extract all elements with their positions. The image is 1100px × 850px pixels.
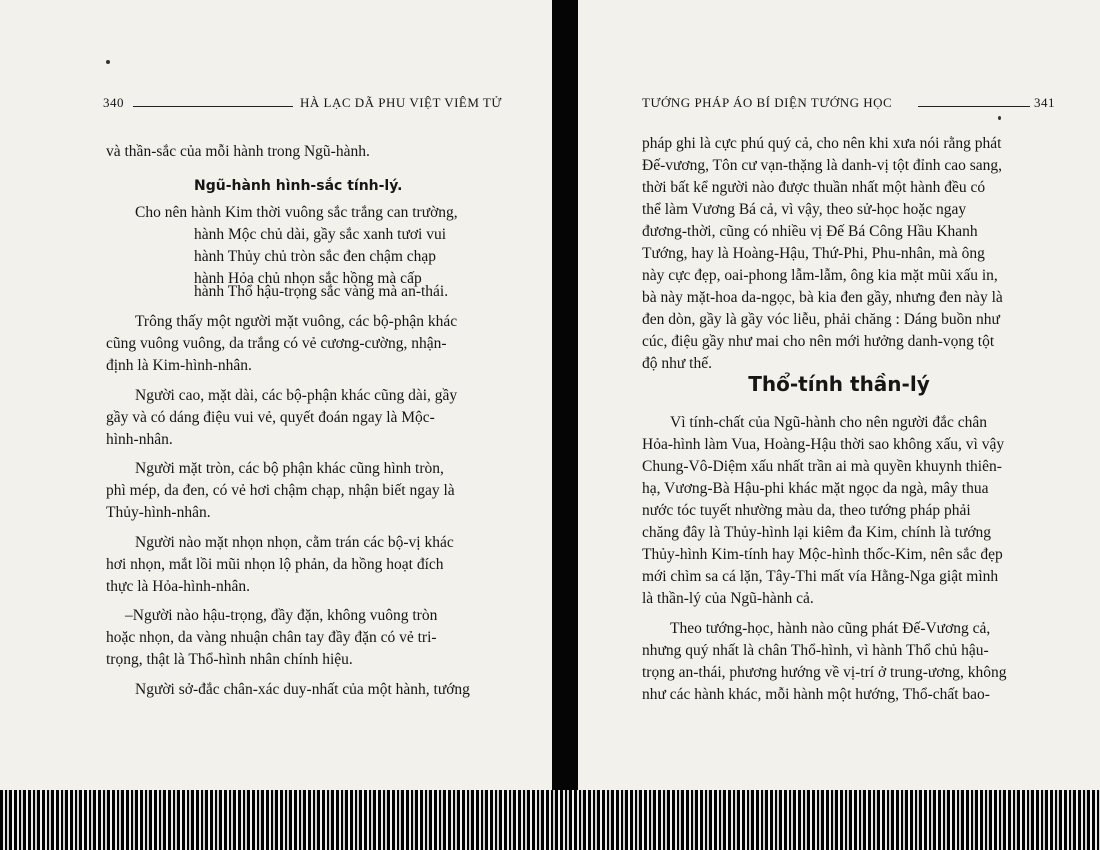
text-line: cũng vuông vuông, da trắng có vẻ cương-cường, nhận- xyxy=(106,335,447,352)
text-line: gầy và có dáng điệu vui vẻ, quyết đoán ngay là Mộc- xyxy=(106,409,435,426)
left-running-header: HÀ LẠC DÃ PHU VIỆT VIÊM TỬ xyxy=(300,95,502,110)
text-line: hoặc nhọn, da vàng nhuận chân tay đầy đặn có vẻ tri- xyxy=(106,629,437,646)
text-line: Trông thấy một người mặt vuông, các bộ-phận khác xyxy=(135,313,458,330)
text-line: thời bất kể người nào được thuần nhất một hành đều có xyxy=(642,179,986,196)
speck-mark xyxy=(998,116,1001,120)
verse-line: hành Thủy chủ tròn sắc đen chậm chạp xyxy=(194,248,437,265)
text-line: Theo tướng-học, hành nào cũng phát Đế-Vương cả, xyxy=(670,620,991,637)
section-heading: Thổ-tính thần-lý xyxy=(748,372,930,396)
text-line: –Người nào hậu-trọng, đầy đặn, không vuông tròn xyxy=(125,607,438,624)
subheading: Ngũ-hành hình-sắc tính-lý. xyxy=(194,178,403,194)
text-line: hạ, Vương-Bà Hậu-phi khác mặt ngọc da ngà, mây thua xyxy=(642,480,989,497)
text-line: như các hành khác, mỗi hành một hướng, Thổ-chất bao- xyxy=(642,686,990,703)
text-line: Thủy-hình-nhân. xyxy=(106,504,211,521)
text-line: Người sở-đắc chân-xác duy-nhất của một hành, tướng xyxy=(135,681,470,698)
text-line: phì mép, da đen, có vẻ hơi chậm chạp, nhận biết ngay là xyxy=(106,482,455,499)
text-line: đen dòn, gầy là gầy vóc liễu, phải chăng : Dáng buồn như xyxy=(642,311,1000,328)
text-line: Thủy-hình Kim-tính hay Mộc-hình thốc-Kim, nên sắc đẹp xyxy=(642,546,1003,563)
text-line: Vì tính-chất của Ngũ-hành cho nên người đắc chân xyxy=(670,414,988,431)
text-line: chăng đây là Thủy-hình lại kiêm đa Kim, chính là tướng xyxy=(642,524,992,541)
text-line: cúc, điệu gầy như mai cho nên mới hưởng danh-vọng tột xyxy=(642,333,995,350)
right-page xyxy=(578,0,1100,790)
text-line: thể làm Vương Bá cả, vì vậy, theo sử-học hoặc ngay xyxy=(642,201,967,218)
speck-mark xyxy=(106,60,110,64)
text-line: này cực đẹp, oai-phong lẫm-lẫm, ông kia mặt mũi xấu in, xyxy=(642,267,998,284)
text-line: bà này mặt-hoa da-ngọc, bà kia đen gầy, nhưng đen này là xyxy=(642,289,1003,306)
text-line: Chung-Vô-Diệm xấu nhất trần ai mà quyền khuynh thiên- xyxy=(642,458,1002,475)
text-line: nhưng quý nhất là chân Thổ-hình, vì hành Thổ chủ hậu- xyxy=(642,642,989,659)
verse-line: hành Mộc chủ dài, gầy sắc xanh tươi vui xyxy=(194,226,447,243)
left-page-number: 340 xyxy=(103,95,124,110)
text-line: hơi nhọn, mắt lồi mũi nhọn lộ phản, da hồng hoạt đích xyxy=(106,556,444,573)
verse-line: hành Hỏa chủ nhọn sắc hồng mà cấp xyxy=(194,270,422,287)
verse-line: hành Thổ hậu-trọng sắc vàng mà an-thái. xyxy=(194,283,449,300)
text-line: Đế-vương, Tôn cư vạn-thặng là danh-vị tột đỉnh cao sang, xyxy=(642,157,1003,174)
text-line: Tướng, hay là Hoàng-Hậu, Thứ-Phi, Phu-nhân, mà ông xyxy=(642,245,985,262)
text-line: Người nào mặt nhọn nhọn, cằm trán các bộ-vị khác xyxy=(135,534,454,551)
text-line: là thần-lý của Ngũ-hành cả. xyxy=(642,590,814,607)
text-line: thực là Hỏa-hình-nhân. xyxy=(106,578,250,595)
right-running-header: TƯỚNG PHÁP ÁO BÍ DIỆN TƯỚNG HỌC xyxy=(642,95,893,110)
left-header-rule xyxy=(133,106,293,107)
text-line: Người cao, mặt dài, các bộ-phận khác cũng dài, gầy xyxy=(135,387,458,404)
text-line: Người mặt tròn, các bộ phận khác cũng hình tròn, xyxy=(135,460,444,477)
text-line: trọng an-thái, phương hướng về vị-trí ở trung-ương, không xyxy=(642,664,1007,681)
right-header-rule xyxy=(918,106,1030,107)
right-page-number: 341 xyxy=(1034,95,1055,110)
scan-edge-stripe xyxy=(0,790,1100,850)
text-line: trọng, thật là Thổ-hình nhân chính hiệu. xyxy=(106,651,353,668)
text-line: và thần-sắc của mỗi hành trong Ngũ-hành. xyxy=(106,143,370,160)
book-gutter xyxy=(552,0,578,790)
text-line: độ như thế. xyxy=(642,355,712,372)
text-line: mới chìm sa cá lặn, Tây-Thi mất vía Hằng-Nga giật mình xyxy=(642,568,999,585)
text-line: định là Kim-hình-nhân. xyxy=(106,357,252,374)
text-line: nước tóc tuyết nhường màu da, theo tướng pháp phải xyxy=(642,502,971,519)
verse-line: Cho nên hành Kim thời vuông sắc trắng can trường, xyxy=(135,204,458,221)
text-line: Hỏa-hình làm Vua, Hoàng-Hậu thời sao không xấu, vì vậy xyxy=(642,436,1005,453)
text-line: pháp ghi là cực phú quý cả, cho nên khi xưa nói rằng phát xyxy=(642,135,1002,152)
text-line: đương-thời, cũng có nhiều vị Đế Bá Công Hầu Khanh xyxy=(642,223,978,240)
text-line: hình-nhân. xyxy=(106,431,173,448)
left-page xyxy=(0,0,552,790)
